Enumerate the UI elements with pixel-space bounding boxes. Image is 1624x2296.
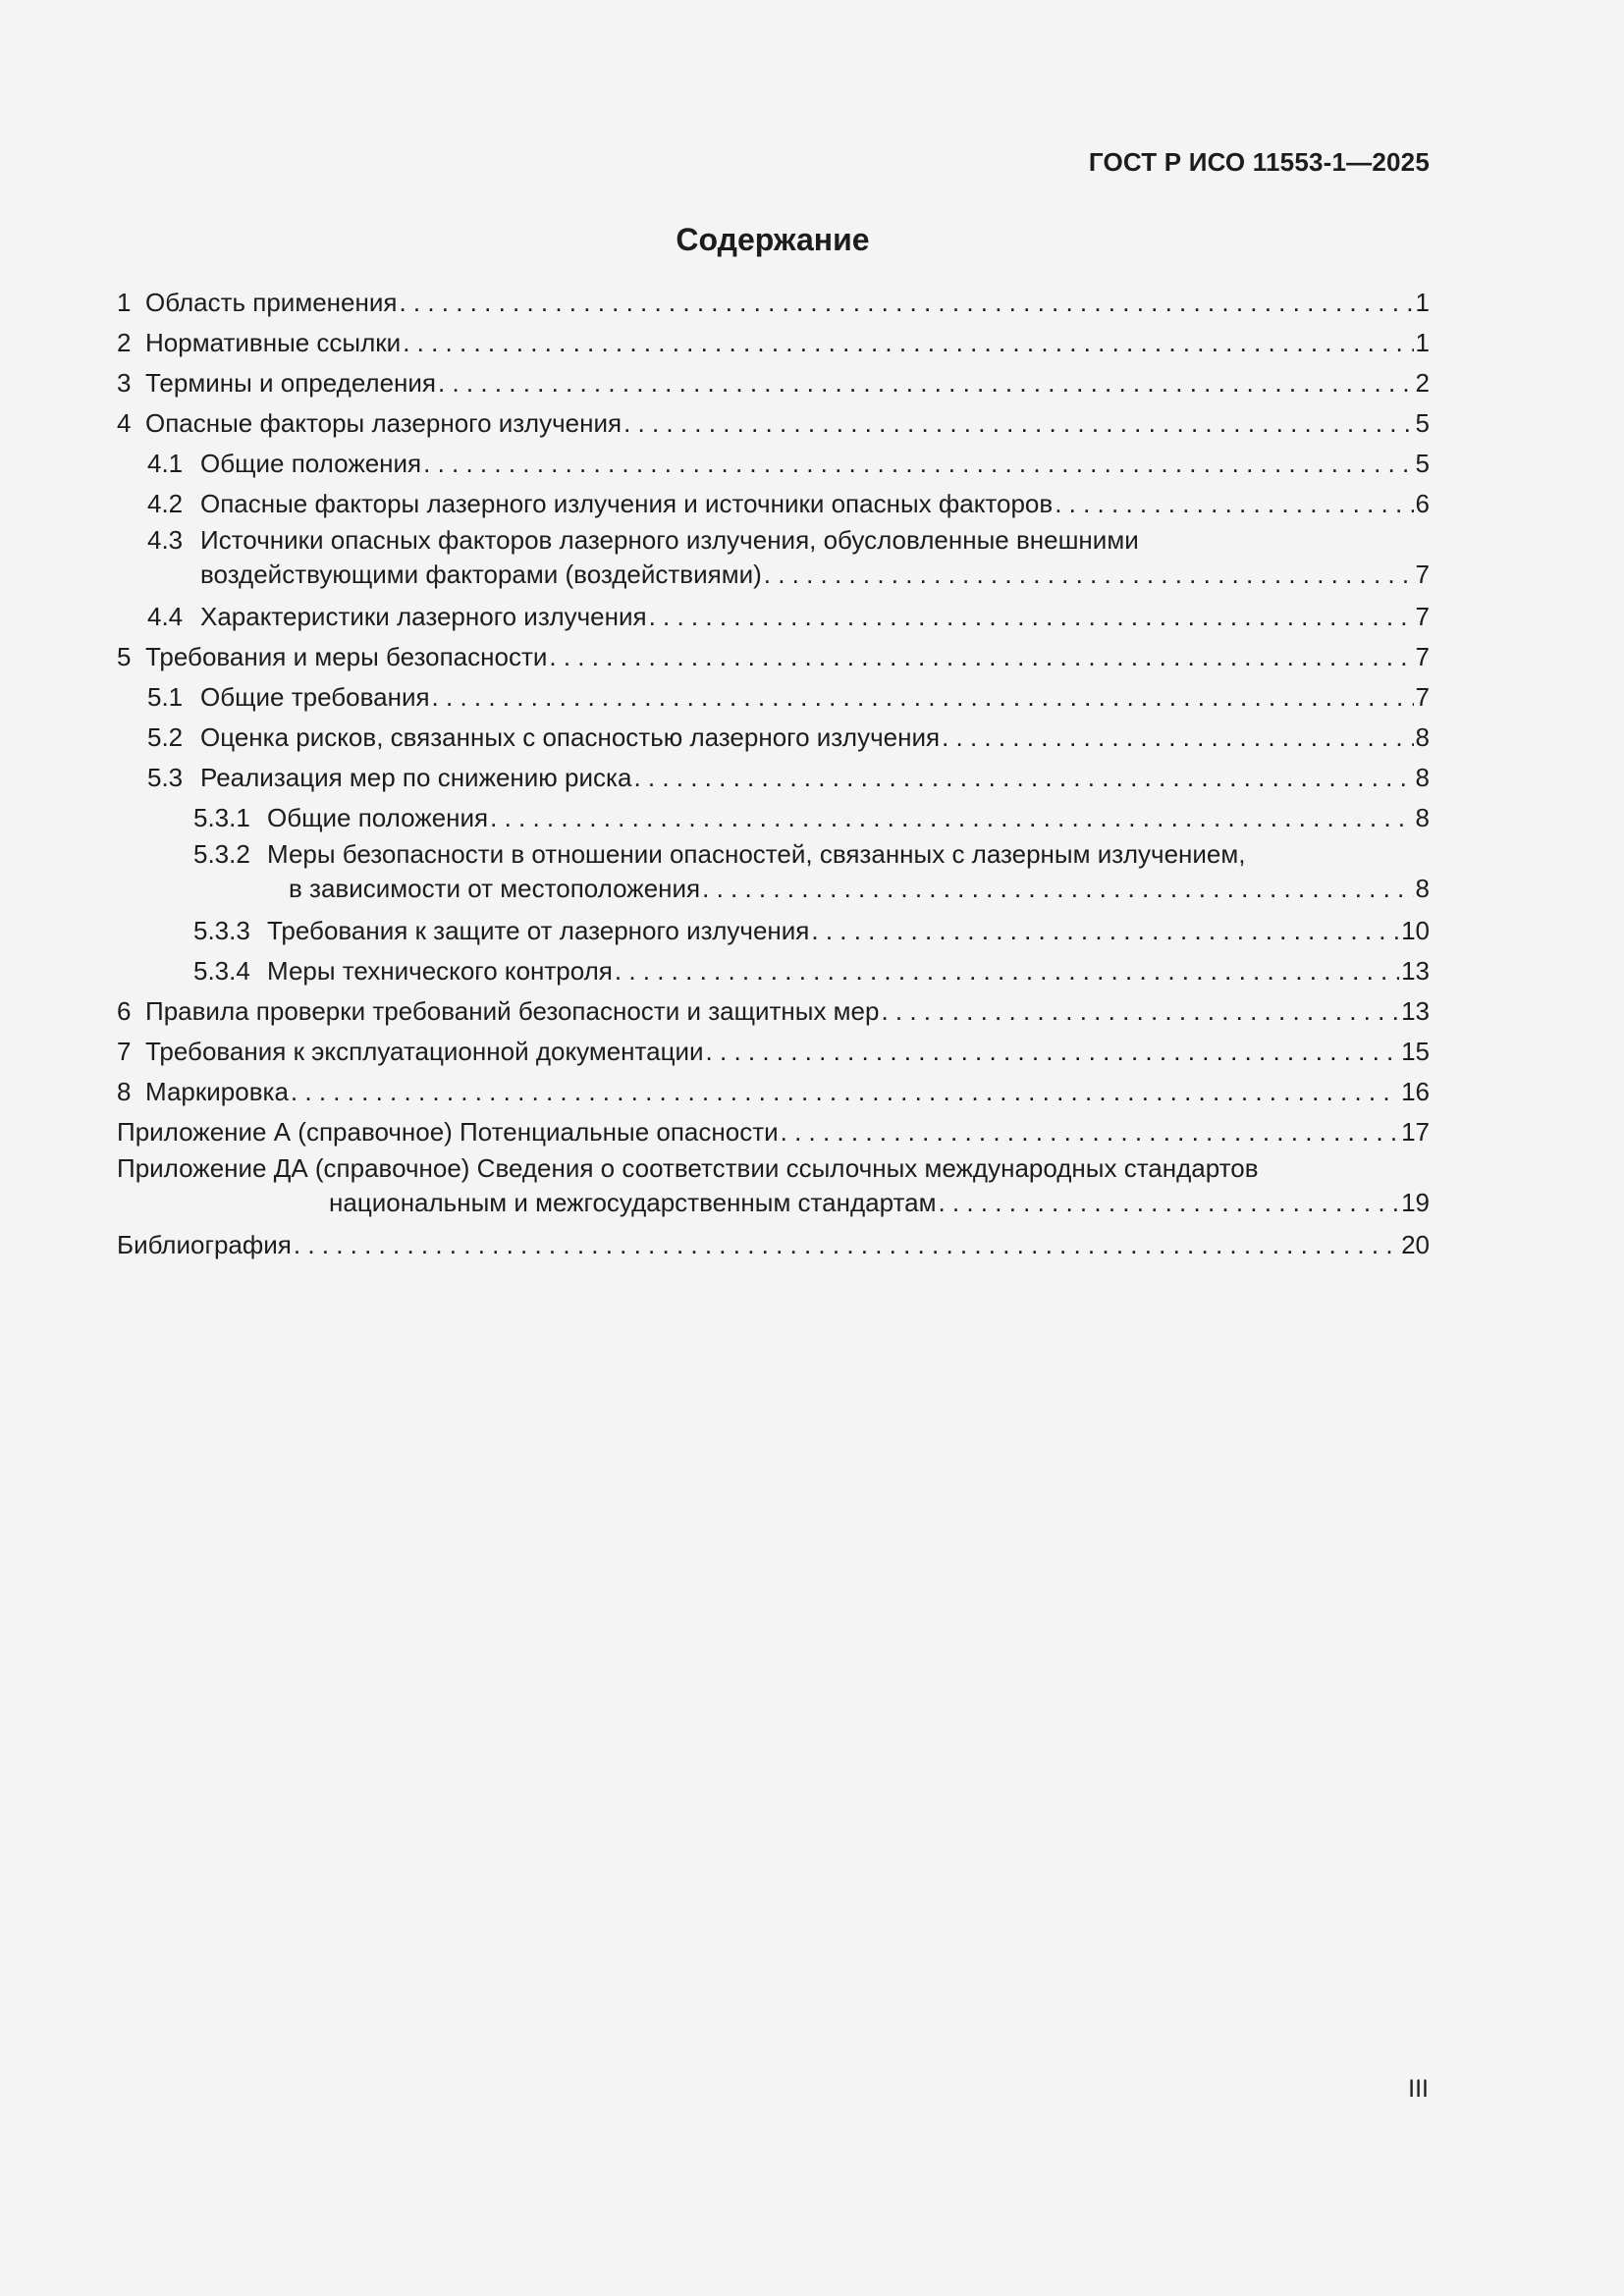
toc-entry[interactable] bbox=[117, 444, 1430, 484]
toc-entry[interactable] bbox=[117, 283, 1430, 323]
dot-leader bbox=[811, 911, 1399, 951]
toc-entry[interactable] bbox=[117, 758, 1430, 798]
toc-entry-number: 4 bbox=[117, 408, 132, 438]
dot-leader bbox=[706, 1032, 1400, 1072]
document-code: ГОСТ Р ИСО 11553-1—2025 bbox=[1088, 147, 1430, 177]
dot-leader bbox=[294, 1225, 1399, 1265]
toc-entry-number: 5.3.2 bbox=[193, 839, 250, 869]
toc-entry[interactable] bbox=[117, 403, 1430, 444]
dot-leader bbox=[423, 444, 1413, 484]
toc-entry-page: 7 bbox=[1415, 560, 1430, 589]
toc-entry-title: Общие требования bbox=[200, 682, 430, 712]
toc-entry-title: Требования к защите от лазерного излучения bbox=[267, 916, 810, 945]
toc-entry-page: 8 bbox=[1415, 803, 1430, 832]
dot-leader bbox=[403, 323, 1413, 363]
dot-leader bbox=[942, 718, 1413, 758]
toc-entry[interactable] bbox=[117, 1072, 1430, 1112]
toc-entry-last-line bbox=[193, 871, 1430, 911]
toc-entry-title: Источники опасных факторов лазерного излучения, обусловленные внешними bbox=[200, 525, 1139, 555]
toc-entry-title-continued: в зависимости от местоположения bbox=[289, 874, 701, 903]
toc-entry-title: Термины и определения bbox=[145, 368, 437, 398]
toc-entry-bibliography[interactable] bbox=[117, 1225, 1430, 1265]
toc-entry[interactable] bbox=[117, 798, 1430, 838]
toc-entry-title: Общие положения bbox=[267, 803, 489, 832]
toc-entry-number: 5.1 bbox=[147, 682, 184, 712]
dot-leader bbox=[938, 1185, 1399, 1221]
toc-entry[interactable] bbox=[117, 951, 1430, 991]
toc-entry-number: 4.1 bbox=[147, 449, 184, 478]
toc-entry-number: 5.3.3 bbox=[193, 916, 250, 945]
toc-entry-first-line bbox=[193, 838, 1430, 871]
toc-entry-number: 2 bbox=[117, 328, 132, 357]
toc-entry-appendix[interactable] bbox=[117, 1152, 1430, 1225]
toc-entry-page: 8 bbox=[1415, 763, 1430, 792]
toc-entry-title: Опасные факторы лазерного излучения и источники опасных факторов bbox=[200, 489, 1054, 518]
toc-entry-page: 1 bbox=[1415, 288, 1430, 317]
toc-entry-number: 4.2 bbox=[147, 489, 184, 518]
toc-entry-page: 6 bbox=[1415, 489, 1430, 518]
toc-entry-last-line bbox=[117, 1185, 1430, 1225]
dot-leader bbox=[881, 991, 1399, 1032]
toc-entry-page: 5 bbox=[1415, 408, 1430, 438]
dot-leader bbox=[549, 637, 1413, 677]
toc-entry-page: 8 bbox=[1415, 722, 1430, 752]
toc-entry-title: Оценка рисков, связанных с опасностью лазерного излучения bbox=[200, 722, 941, 752]
toc-entry-title: Характеристики лазерного излучения bbox=[200, 602, 647, 631]
toc-entry[interactable] bbox=[117, 484, 1430, 524]
toc-entry-title: Реализация мер по снижению риска bbox=[200, 763, 632, 792]
toc-entry-last-line bbox=[147, 557, 1430, 597]
toc-entry-page: 8 bbox=[1415, 874, 1430, 903]
toc-entry-title: Меры технического контроля bbox=[267, 956, 613, 986]
toc-entry[interactable] bbox=[117, 637, 1430, 677]
toc-entry-number: 5.3.4 bbox=[193, 956, 250, 986]
dot-leader bbox=[432, 677, 1414, 718]
toc-entry-title: Библиография bbox=[117, 1230, 292, 1259]
toc-entry-number: 5.3 bbox=[147, 763, 184, 792]
toc-entry[interactable] bbox=[117, 677, 1430, 718]
dot-leader bbox=[399, 283, 1413, 323]
dot-leader bbox=[438, 363, 1414, 403]
toc-entry-page: 15 bbox=[1401, 1037, 1430, 1066]
toc-entry-appendix[interactable] bbox=[117, 1112, 1430, 1152]
toc-entry-number: 3 bbox=[117, 368, 132, 398]
toc-entry-page: 16 bbox=[1401, 1077, 1430, 1106]
dot-leader bbox=[291, 1072, 1399, 1112]
toc-entry-number: 1 bbox=[117, 288, 132, 317]
toc-entry[interactable] bbox=[117, 991, 1430, 1032]
toc-entry-number: 5.2 bbox=[147, 722, 184, 752]
toc-entry-title: Общие положения bbox=[200, 449, 422, 478]
toc-entry[interactable] bbox=[117, 524, 1430, 597]
toc-entry-page: 7 bbox=[1415, 642, 1430, 671]
toc-entry-title: Нормативные ссылки bbox=[145, 328, 402, 357]
toc-entry-number: 8 bbox=[117, 1077, 132, 1106]
toc-entry-page: 13 bbox=[1401, 956, 1430, 986]
toc-entry-page: 1 bbox=[1415, 328, 1430, 357]
dot-leader bbox=[702, 871, 1413, 907]
toc-entry-title-continued: воздействующими факторами (воздействиями) bbox=[200, 560, 762, 589]
toc-entry-number: 5.3.1 bbox=[193, 803, 250, 832]
toc-entry-number: 5 bbox=[117, 642, 132, 671]
toc-entry-page: 20 bbox=[1401, 1230, 1430, 1259]
toc-entry-page: 17 bbox=[1401, 1117, 1430, 1147]
toc-entry-title: Приложение А (справочное) Потенциальные опасности bbox=[117, 1117, 779, 1147]
dot-leader bbox=[781, 1112, 1399, 1152]
dot-leader bbox=[490, 798, 1413, 838]
toc-entry[interactable] bbox=[117, 597, 1430, 637]
toc-entry-title: Область применения bbox=[145, 288, 398, 317]
toc-entry-title: Правила проверки требований безопасности и защитных мер bbox=[145, 996, 880, 1026]
dot-leader bbox=[764, 557, 1414, 593]
toc-entry-title: Меры безопасности в отношении опасностей, связанных с лазерным излучением, bbox=[267, 839, 1246, 869]
dot-leader bbox=[633, 758, 1413, 798]
toc-entry-number: 4.3 bbox=[147, 525, 184, 555]
table-of-contents bbox=[117, 283, 1430, 1265]
toc-entry-first-line bbox=[117, 1152, 1430, 1185]
toc-entry[interactable] bbox=[117, 718, 1430, 758]
dot-leader bbox=[649, 597, 1414, 637]
toc-entry-title: Требования и меры безопасности bbox=[145, 642, 548, 671]
toc-entry-title: Опасные факторы лазерного излучения bbox=[145, 408, 623, 438]
toc-entry-page: 7 bbox=[1415, 682, 1430, 712]
toc-entry-title: Маркировка bbox=[145, 1077, 289, 1106]
toc-entry-page: 5 bbox=[1415, 449, 1430, 478]
toc-entry-page: 2 bbox=[1415, 368, 1430, 398]
toc-title: Содержание bbox=[676, 222, 870, 257]
toc-entry-title: Требования к эксплуатационной документации bbox=[145, 1037, 704, 1066]
dot-leader bbox=[1055, 484, 1413, 524]
toc-entry[interactable] bbox=[117, 838, 1430, 911]
dot-leader bbox=[623, 403, 1413, 444]
toc-entry-title: Приложение ДА (справочное) Сведения о соответствии ссылочных международных стандартов bbox=[117, 1153, 1259, 1183]
toc-entry-page: 13 bbox=[1401, 996, 1430, 1026]
toc-entry-number: 6 bbox=[117, 996, 132, 1026]
toc-entry-title-continued: национальным и межгосударственным стандартам bbox=[329, 1188, 937, 1217]
toc-entry[interactable] bbox=[117, 363, 1430, 403]
toc-entry[interactable] bbox=[117, 323, 1430, 363]
toc-entry-page: 19 bbox=[1401, 1188, 1430, 1217]
toc-entry[interactable] bbox=[117, 1032, 1430, 1072]
dot-leader bbox=[615, 951, 1399, 991]
page-number: III bbox=[1408, 2075, 1429, 2103]
toc-entry-number: 4.4 bbox=[147, 602, 184, 631]
toc-entry[interactable] bbox=[117, 911, 1430, 951]
toc-entry-page: 10 bbox=[1401, 916, 1430, 945]
toc-entry-page: 7 bbox=[1415, 602, 1430, 631]
toc-entry-first-line bbox=[147, 524, 1430, 557]
toc-entry-number: 7 bbox=[117, 1037, 132, 1066]
